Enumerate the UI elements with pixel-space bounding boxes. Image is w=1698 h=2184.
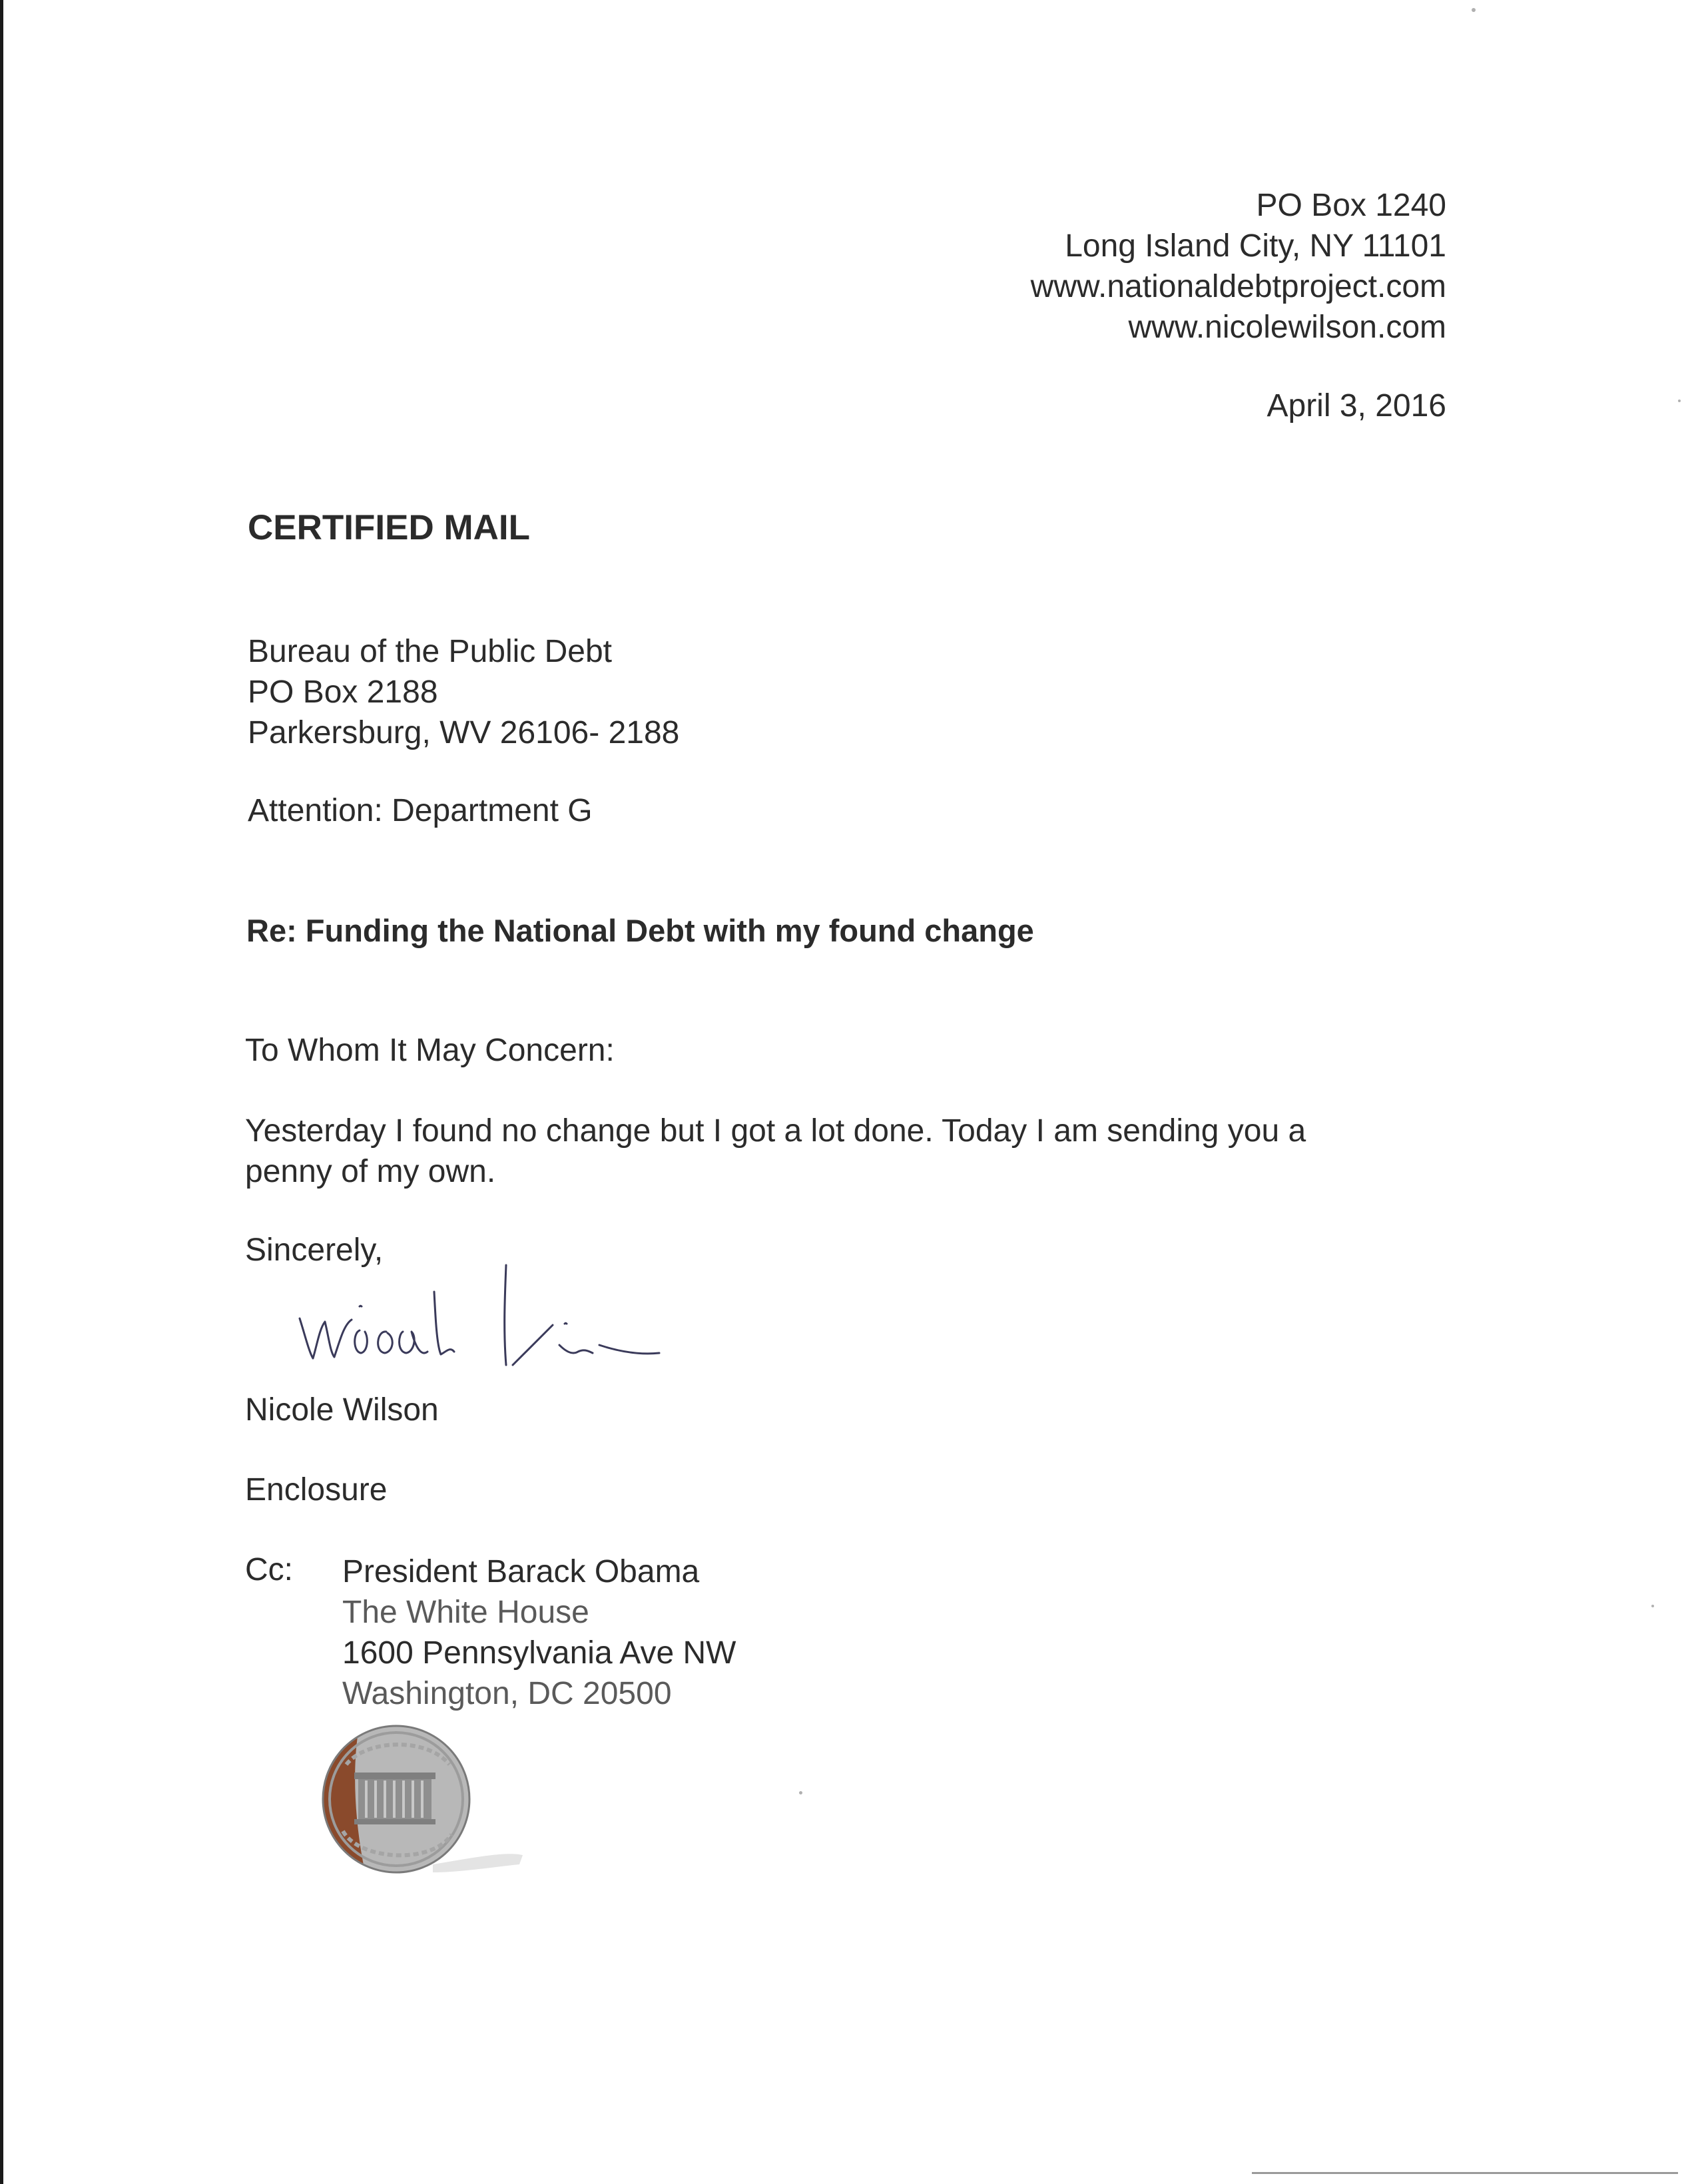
recipient-address bbox=[248, 631, 679, 753]
letter-body bbox=[245, 1111, 1444, 1192]
body-line-1: Yesterday I found no change but I got a lot done. Today I am sending you a bbox=[245, 1113, 1306, 1149]
cc-label: Cc: bbox=[245, 1552, 293, 1587]
attention-line: Attention: Department G bbox=[248, 793, 593, 828]
recipient-city: Parkersburg, WV 26106- 2188 bbox=[248, 715, 680, 750]
signer-name: Nicole Wilson bbox=[245, 1392, 439, 1428]
closing: Sincerely, bbox=[245, 1232, 384, 1268]
recipient-name: Bureau of the Public Debt bbox=[248, 634, 613, 669]
scan-edge-left bbox=[0, 0, 3, 2184]
salutation: To Whom It May Concern: bbox=[245, 1033, 615, 1068]
scan-speck bbox=[1651, 1605, 1654, 1607]
subject-line: Re: Funding the National Debt with my found change bbox=[246, 913, 1034, 948]
scan-edge-bottom bbox=[1252, 2172, 1678, 2174]
scan-speck bbox=[1472, 8, 1476, 12]
sender-website-project: www.nationaldebtproject.com bbox=[1030, 269, 1446, 304]
letter-date: April 3, 2016 bbox=[1267, 388, 1446, 423]
cc-city: Washington, DC 20500 bbox=[342, 1676, 672, 1711]
certified-mail-heading: CERTIFIED MAIL bbox=[248, 508, 530, 547]
penny-coin-icon bbox=[320, 1725, 533, 1878]
enclosure-note: Enclosure bbox=[245, 1472, 388, 1507]
cc-street: 1600 Pennsylvania Ave NW bbox=[342, 1635, 736, 1671]
cc-name: President Barack Obama bbox=[342, 1554, 700, 1589]
sender-address bbox=[1031, 185, 1446, 348]
sender-city: Long Island City, NY 11101 bbox=[1065, 228, 1446, 264]
scan-speck bbox=[1678, 400, 1681, 402]
signature-icon bbox=[286, 1252, 686, 1385]
cc-address bbox=[342, 1551, 736, 1714]
recipient-po-box: PO Box 2188 bbox=[248, 675, 438, 710]
scan-speck bbox=[799, 1791, 802, 1794]
cc-building: The White House bbox=[342, 1595, 589, 1630]
sender-website-personal: www.nicolewilson.com bbox=[1128, 310, 1446, 345]
sender-po-box: PO Box 1240 bbox=[1256, 188, 1446, 223]
body-line-2: penny of my own. bbox=[245, 1154, 496, 1189]
